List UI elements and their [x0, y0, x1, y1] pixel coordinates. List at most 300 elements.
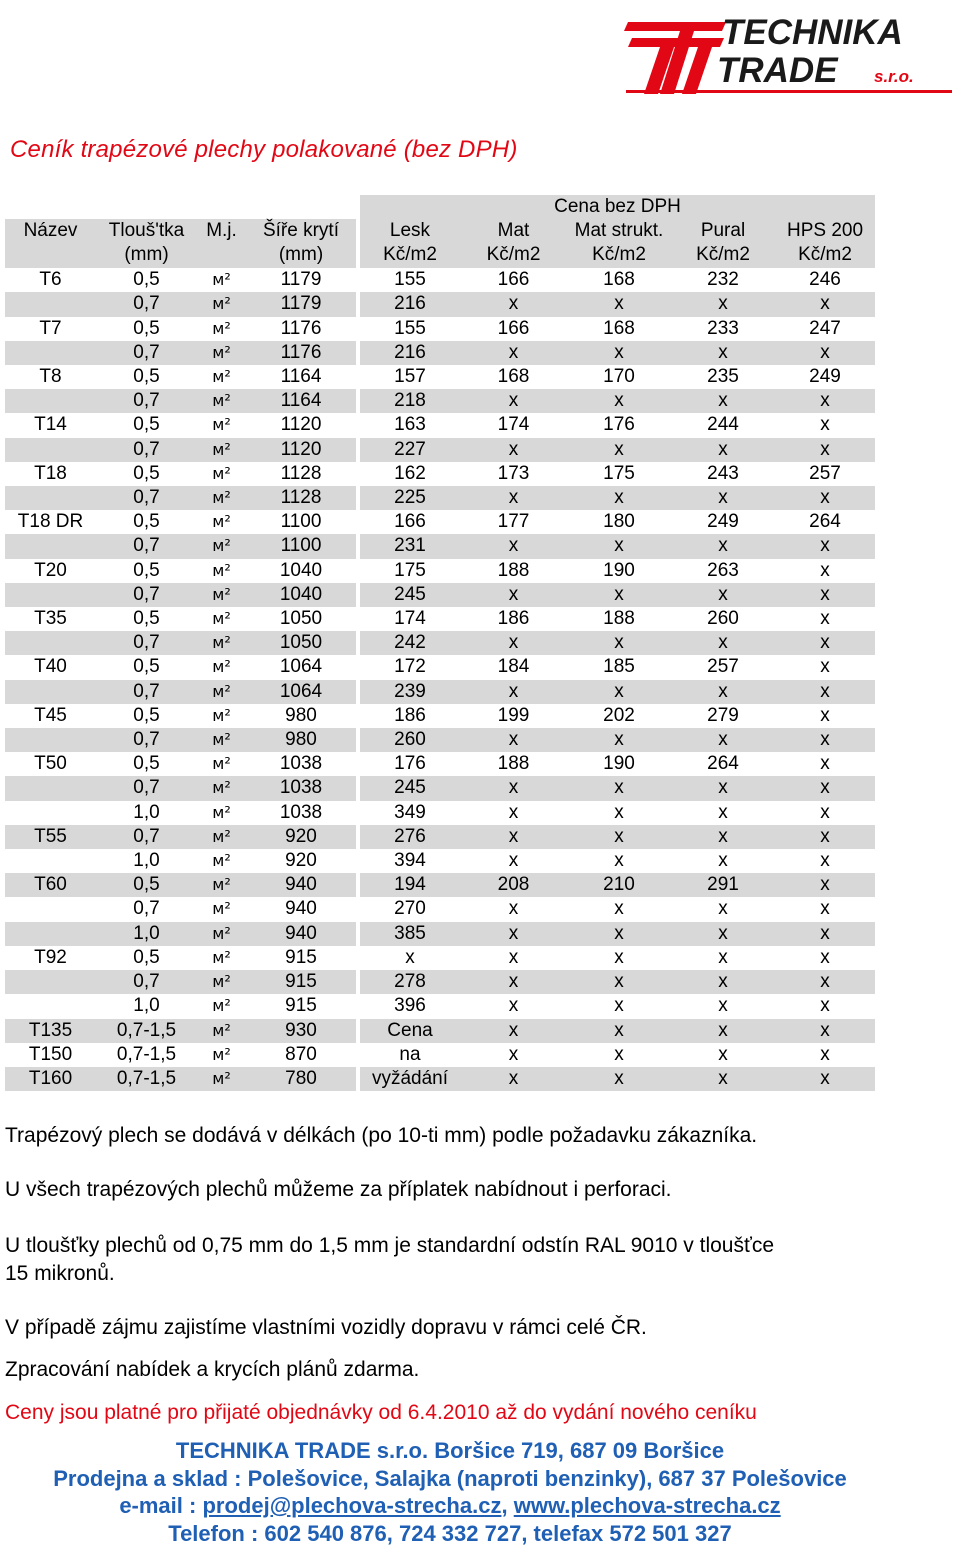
- cell-mat-strukt: x: [567, 1019, 671, 1043]
- cell-hps200: x: [775, 486, 875, 510]
- cell-width: 1176: [280, 317, 322, 339]
- cell-lesk: 155: [394, 269, 426, 291]
- cell-lesk: 175: [394, 559, 426, 581]
- cell-mat-strukt: 188: [603, 608, 635, 630]
- cell-mat: x: [460, 825, 567, 849]
- cell-width: 940: [246, 922, 356, 946]
- cell-hps200: 257: [809, 462, 841, 484]
- cell-mat-strukt: x: [567, 776, 671, 800]
- cell-pural: x: [671, 1067, 775, 1091]
- cell-lesk: na: [399, 1043, 421, 1065]
- note-perforation: U všech trapézových plechů můžeme za příplatek nabídnout i perforaci.: [5, 1178, 672, 1201]
- cell-pural: x: [671, 825, 775, 849]
- cell-lesk: 157: [394, 366, 426, 388]
- cell-thickness: 0,7: [96, 583, 197, 607]
- cell-unit: м²: [197, 583, 246, 607]
- cell-name: T18: [34, 462, 67, 484]
- header-unit: (mm): [278, 244, 324, 266]
- contact-separator: ,: [501, 1493, 508, 1518]
- cell-mat: 174: [497, 414, 530, 436]
- cell-hps200: x: [775, 776, 875, 800]
- cell-unit: м²: [212, 560, 231, 580]
- cell-unit: м²: [197, 1019, 246, 1043]
- header-width: [246, 219, 356, 268]
- cell-width: 1100: [280, 511, 322, 533]
- cell-thickness: 0,7: [96, 825, 197, 849]
- cell-unit: м²: [197, 389, 246, 413]
- cell-pural: 257: [707, 656, 739, 678]
- cell-hps200: x: [820, 898, 830, 920]
- cell-lesk: 163: [394, 414, 426, 436]
- cell-name: T50: [34, 753, 67, 775]
- cell-thickness: 0,5: [96, 873, 197, 897]
- header-label: Název: [23, 220, 78, 242]
- cell-hps200: x: [820, 414, 830, 436]
- header-lesk: [360, 219, 460, 268]
- cell-mat-strukt: x: [614, 946, 624, 968]
- cell-hps200: x: [775, 1067, 875, 1091]
- website-link[interactable]: www.plechova-strecha.cz: [513, 1493, 781, 1518]
- table-row: [5, 607, 875, 631]
- cell-name: [5, 922, 96, 946]
- cell-mat-strukt: x: [567, 486, 671, 510]
- cell-unit: м²: [197, 922, 246, 946]
- cell-name: T60: [5, 873, 96, 897]
- email-label: e-mail :: [119, 1493, 197, 1518]
- cell-mat: x: [460, 341, 567, 365]
- cell-name: [5, 534, 96, 558]
- cell-lesk: 186: [394, 704, 426, 726]
- cell-name: T18 DR: [17, 511, 84, 533]
- cell-unit: м²: [212, 609, 231, 629]
- table-row: [5, 970, 875, 994]
- cell-name: [5, 897, 96, 921]
- cell-width: 1050: [246, 631, 356, 655]
- table-row: [5, 776, 875, 800]
- cell-width: 1064: [279, 656, 323, 678]
- cell-mat-strukt: x: [567, 341, 671, 365]
- cell-width: 940: [246, 873, 356, 897]
- cell-pural: x: [671, 922, 775, 946]
- cell-pural: 233: [707, 317, 739, 339]
- cell-name: [5, 631, 96, 655]
- cell-thickness: 1,0: [133, 850, 160, 872]
- cell-mat-strukt: x: [567, 389, 671, 413]
- table-row: [5, 389, 875, 413]
- table-row: [5, 365, 875, 389]
- table-row: [5, 1067, 875, 1091]
- footer-phone: Telefon : 602 540 876, 724 332 727, telefax 572 501 327: [168, 1520, 732, 1546]
- header-unit: (mm): [124, 244, 169, 266]
- header-pural: [671, 219, 775, 268]
- cell-lesk: 174: [394, 608, 426, 630]
- cell-mat-strukt: x: [567, 292, 671, 316]
- cell-width: 1164: [246, 389, 356, 413]
- cell-mat: x: [460, 1067, 567, 1091]
- cell-hps200: x: [820, 995, 830, 1017]
- cell-name: T135: [5, 1019, 96, 1043]
- cell-pural: x: [718, 850, 728, 872]
- cell-hps200: x: [820, 801, 830, 823]
- cell-mat: x: [460, 970, 567, 994]
- cell-pural: x: [718, 801, 728, 823]
- cell-name: [5, 438, 96, 462]
- cell-mat-strukt: x: [614, 898, 624, 920]
- cell-mat: 166: [497, 317, 530, 339]
- cell-width: 1120: [246, 438, 356, 462]
- cell-width: 1100: [246, 534, 356, 558]
- cell-unit: м²: [197, 631, 246, 655]
- cell-mat: x: [460, 583, 567, 607]
- price-table: [5, 195, 875, 1091]
- cell-width: 915: [246, 970, 356, 994]
- cell-pural: 235: [707, 366, 739, 388]
- table-row: [5, 510, 875, 534]
- header-unit: Kč/m2: [383, 244, 437, 266]
- cell-pural: x: [671, 1019, 775, 1043]
- table-row: [5, 922, 875, 946]
- cell-hps200: x: [775, 292, 875, 316]
- cell-name: T35: [34, 608, 67, 630]
- cell-thickness: 0,5: [133, 511, 160, 533]
- cell-unit: м²: [197, 825, 246, 849]
- cell-lesk: 245: [360, 583, 460, 607]
- cell-thickness: 0,7: [96, 534, 197, 558]
- cell-thickness: 0,5: [133, 946, 160, 968]
- cell-unit: м²: [197, 341, 246, 365]
- cell-mat-strukt: 168: [603, 269, 635, 291]
- table-row: [5, 1043, 875, 1067]
- cell-mat: x: [460, 292, 567, 316]
- cell-name: [5, 486, 96, 510]
- cell-pural: x: [671, 438, 775, 462]
- cell-hps200: x: [775, 389, 875, 413]
- cell-pural: x: [671, 486, 775, 510]
- cell-hps200: x: [775, 873, 875, 897]
- cell-name: [5, 341, 96, 365]
- header-unit: Kč/m2: [592, 244, 646, 266]
- cell-mat: 208: [460, 873, 567, 897]
- cell-mat-strukt: x: [567, 1067, 671, 1091]
- cell-unit: м²: [212, 415, 231, 435]
- cell-hps200: x: [820, 1043, 830, 1065]
- cell-width: 1064: [246, 680, 356, 704]
- cell-mat: x: [508, 898, 519, 920]
- cell-lesk: 396: [394, 995, 426, 1017]
- cell-mat: x: [460, 486, 567, 510]
- cell-mat-strukt: x: [567, 922, 671, 946]
- cell-hps200: 264: [809, 511, 841, 533]
- cell-hps200: x: [775, 970, 875, 994]
- cell-thickness: 0,5: [133, 656, 160, 678]
- price-banner: Cena bez DPH: [360, 195, 875, 219]
- cell-mat-strukt: x: [614, 995, 624, 1017]
- cell-mat-strukt: 168: [603, 317, 635, 339]
- cell-mat: 177: [497, 511, 530, 533]
- cell-pural: x: [718, 1043, 728, 1065]
- cell-unit: м²: [212, 367, 231, 387]
- cell-name: T150: [28, 1043, 73, 1065]
- header-unit: Kč/m2: [696, 244, 750, 266]
- cell-name: [5, 970, 96, 994]
- cell-thickness: 0,5: [133, 704, 160, 726]
- cell-pural: x: [671, 970, 775, 994]
- cell-hps200: x: [775, 341, 875, 365]
- cell-thickness: 0,5: [133, 559, 160, 581]
- cell-pural: 249: [707, 511, 739, 533]
- cell-unit: м²: [197, 438, 246, 462]
- cell-hps200: x: [775, 631, 875, 655]
- cell-pural: x: [671, 776, 775, 800]
- cell-hps200: x: [775, 922, 875, 946]
- cell-unit: м²: [197, 970, 246, 994]
- cell-mat: 188: [497, 559, 530, 581]
- header-row: [5, 219, 875, 268]
- cell-hps200: x: [820, 946, 830, 968]
- cell-name: T20: [34, 559, 67, 581]
- cell-name: [5, 680, 96, 704]
- cell-pural: x: [718, 946, 728, 968]
- cell-pural: x: [671, 292, 775, 316]
- cell-pural: x: [718, 995, 728, 1017]
- cell-mat-strukt: x: [567, 680, 671, 704]
- table-row: [5, 534, 875, 558]
- cell-thickness: 0,7: [96, 486, 197, 510]
- cell-lesk: 385: [360, 922, 460, 946]
- cell-thickness: 0,5: [133, 608, 160, 630]
- note-delivery: V případě zájmu zajistíme vlastními vozidly dopravu v rámci celé ČR.: [5, 1316, 647, 1339]
- table-row: [5, 268, 875, 292]
- cell-mat: x: [460, 389, 567, 413]
- table-row: [5, 413, 875, 437]
- cell-unit: м²: [197, 486, 246, 510]
- cell-pural: 232: [707, 269, 739, 291]
- table-row: [5, 752, 875, 776]
- cell-mat-strukt: x: [614, 850, 624, 872]
- cell-lesk: 276: [360, 825, 460, 849]
- cell-width: 980: [246, 728, 356, 752]
- cell-lesk: 216: [360, 292, 460, 316]
- header-mat: [460, 219, 567, 268]
- cell-name: [5, 292, 96, 316]
- cell-width: 980: [285, 704, 317, 726]
- table-row: [5, 897, 875, 921]
- note-ral: U tloušťky plechů od 0,75 mm do 1,5 mm je standardní odstín RAL 9010 v tloušťce: [5, 1234, 775, 1257]
- cell-lesk: 218: [360, 389, 460, 413]
- cell-thickness: 0,5: [133, 753, 160, 775]
- cell-pural: 243: [707, 462, 739, 484]
- header-label: M.j.: [206, 220, 237, 242]
- cell-name: [5, 994, 96, 1018]
- cell-mat-strukt: x: [567, 631, 671, 655]
- cell-mat-strukt: x: [614, 1043, 624, 1065]
- cell-width: 920: [285, 850, 317, 872]
- company-footer: [0, 1437, 900, 1547]
- table-row: [5, 994, 875, 1018]
- cell-lesk: 194: [360, 873, 460, 897]
- cell-thickness: 1,0: [96, 922, 197, 946]
- cell-unit: м²: [197, 776, 246, 800]
- cell-lesk: 349: [394, 801, 426, 823]
- cell-thickness: 0,7: [133, 898, 160, 920]
- cell-thickness: 0,7: [96, 970, 197, 994]
- price-table-body: [5, 268, 875, 1091]
- cell-lesk: 231: [360, 534, 460, 558]
- cell-thickness: 0,7: [96, 680, 197, 704]
- cell-mat-strukt: x: [567, 970, 671, 994]
- header-thickness: [96, 219, 197, 268]
- cell-pural: x: [671, 341, 775, 365]
- table-row: [5, 849, 875, 873]
- cell-pural: 279: [707, 704, 739, 726]
- cell-name: T92: [34, 946, 67, 968]
- cell-mat: x: [508, 850, 519, 872]
- cell-mat: x: [460, 922, 567, 946]
- cell-lesk: 278: [360, 970, 460, 994]
- cell-width: 1179: [280, 269, 322, 291]
- cell-name: T8: [39, 366, 62, 388]
- cell-name: [5, 776, 96, 800]
- table-row: [5, 704, 875, 728]
- cell-unit: м²: [197, 680, 246, 704]
- cell-pural: x: [671, 534, 775, 558]
- cell-name: T55: [5, 825, 96, 849]
- cell-mat: x: [508, 995, 519, 1017]
- cell-mat: 168: [497, 366, 530, 388]
- cell-unit: м²: [212, 947, 231, 967]
- cell-mat: x: [460, 534, 567, 558]
- cell-lesk: 242: [360, 631, 460, 655]
- cell-width: 1040: [246, 583, 356, 607]
- header-label: Šíře krytí: [262, 220, 339, 242]
- cell-width: 930: [246, 1019, 356, 1043]
- cell-width: 1038: [279, 753, 323, 775]
- header-mat-strukt: [567, 219, 671, 268]
- cell-mat-strukt: x: [567, 534, 671, 558]
- cell-width: 920: [246, 825, 356, 849]
- cell-lesk: 176: [394, 753, 426, 775]
- table-row: [5, 1019, 875, 1043]
- cell-mat-strukt: x: [614, 801, 624, 823]
- cell-hps200: x: [820, 850, 830, 872]
- table-row: [5, 680, 875, 704]
- cell-unit: м²: [197, 292, 246, 316]
- cell-lesk: 155: [394, 317, 426, 339]
- table-row: [5, 559, 875, 583]
- cell-mat: x: [460, 776, 567, 800]
- cell-pural: 260: [707, 608, 739, 630]
- cell-thickness: 0,7: [96, 728, 197, 752]
- cell-unit: м²: [212, 318, 231, 338]
- cell-pural: x: [671, 680, 775, 704]
- cell-width: 915: [285, 946, 317, 968]
- cell-width: 1164: [280, 366, 322, 388]
- cell-mat-strukt: 176: [603, 414, 635, 436]
- cell-mat: x: [460, 728, 567, 752]
- table-row: [5, 946, 875, 970]
- cell-mat: x: [460, 1019, 567, 1043]
- cell-thickness: 0,5: [133, 366, 160, 388]
- cell-mat-strukt: x: [567, 825, 671, 849]
- cell-lesk: 162: [394, 462, 426, 484]
- cell-thickness: 0,7: [96, 438, 197, 462]
- table-row: [5, 873, 875, 897]
- cell-width: 940: [285, 898, 317, 920]
- cell-name: T45: [34, 704, 67, 726]
- cell-thickness: 0,7-1,5: [96, 1067, 197, 1091]
- cell-pural: x: [671, 728, 775, 752]
- cell-unit: м²: [212, 270, 231, 290]
- cell-hps200: x: [775, 825, 875, 849]
- cell-width: 1050: [279, 608, 323, 630]
- cell-mat: x: [508, 1043, 519, 1065]
- cell-pural: x: [671, 583, 775, 607]
- header-name: [5, 219, 96, 268]
- cell-mat: x: [460, 438, 567, 462]
- cell-mat-strukt: 190: [603, 559, 635, 581]
- cell-unit: м²: [212, 657, 231, 677]
- cell-thickness: 0,7: [96, 631, 197, 655]
- table-row: [5, 341, 875, 365]
- cell-unit: м²: [212, 996, 231, 1016]
- cell-name: [5, 801, 96, 825]
- cell-hps200: x: [820, 753, 830, 775]
- header-label: Tlouš'tka: [108, 220, 185, 242]
- table-row: [5, 317, 875, 341]
- cell-lesk: x: [405, 946, 415, 968]
- cell-pural: 263: [707, 559, 739, 581]
- cell-thickness: 0,5: [133, 317, 160, 339]
- cell-thickness: 0,5: [133, 414, 160, 436]
- cell-name: T160: [5, 1067, 96, 1091]
- note-free-plans: Zpracování nabídek a krycích plánů zdarma.: [5, 1358, 420, 1381]
- cell-mat: 186: [497, 608, 530, 630]
- cell-name: [5, 583, 96, 607]
- header-hps200: [775, 219, 875, 268]
- cell-pural: x: [718, 898, 728, 920]
- cell-unit: м²: [212, 754, 231, 774]
- cell-mat-strukt: 210: [567, 873, 671, 897]
- cell-hps200: 246: [809, 269, 841, 291]
- header-unit: Kč/m2: [486, 244, 541, 266]
- cell-unit: м²: [212, 463, 231, 483]
- cell-lesk: 239: [360, 680, 460, 704]
- cell-hps200: x: [820, 559, 830, 581]
- cell-name: T40: [34, 656, 67, 678]
- cell-mat: x: [508, 801, 519, 823]
- cell-width: 1128: [246, 486, 356, 510]
- cell-hps200: x: [775, 534, 875, 558]
- cell-hps200: 249: [809, 366, 841, 388]
- cell-thickness: 0,7: [96, 292, 197, 316]
- cell-name: [5, 728, 96, 752]
- logo-line2: TRADE: [717, 51, 838, 90]
- cell-thickness: 0,7: [96, 776, 197, 800]
- cell-width: 1179: [246, 292, 356, 316]
- header-unit: Kč/m2: [798, 244, 852, 266]
- email-link[interactable]: prodej@plechova-strecha.cz: [202, 1493, 502, 1518]
- table-row: [5, 728, 875, 752]
- cell-width: 1176: [246, 341, 356, 365]
- cell-lesk: 270: [394, 898, 426, 920]
- logo-suffix: s.r.o.: [874, 67, 914, 86]
- cell-hps200: x: [775, 583, 875, 607]
- cell-unit: м²: [212, 512, 231, 532]
- cell-lesk: 227: [360, 438, 460, 462]
- note-ral-cont: 15 mikronů.: [5, 1262, 115, 1285]
- cell-mat-strukt: 170: [603, 366, 635, 388]
- cell-width: 1040: [279, 559, 323, 581]
